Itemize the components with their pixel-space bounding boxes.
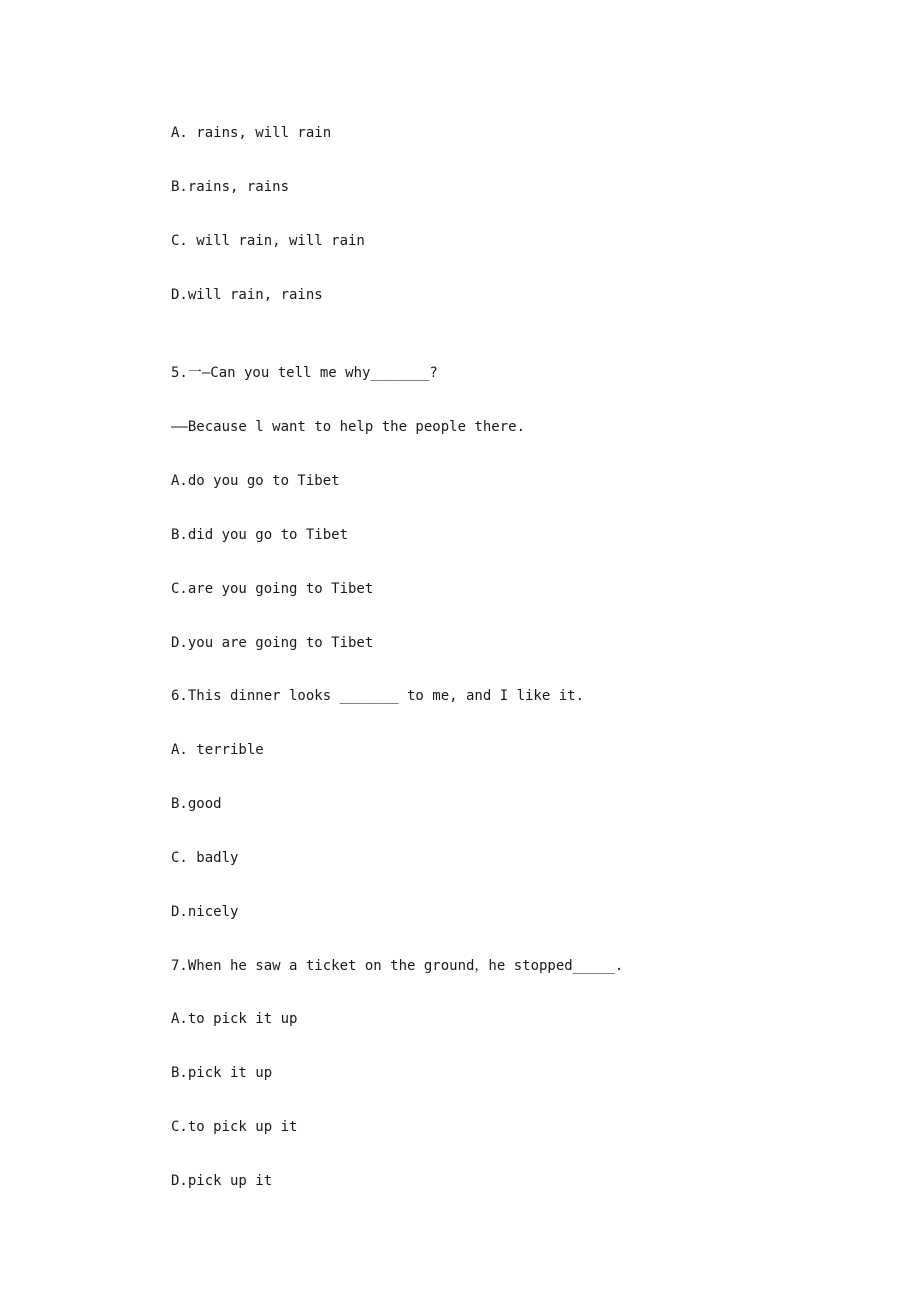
q5-option-b: B.did you go to Tibet: [171, 527, 349, 543]
q7-option-b: B.pick it up: [171, 1065, 273, 1081]
q6-prompt: 6.This dinner looks _______ to me, and I like it.: [171, 688, 585, 704]
q5-option-d: D.you are going to Tibet: [171, 635, 374, 651]
q7-prompt: 7.When he saw a ticket on the ground，he stopped_____.: [171, 958, 624, 974]
q6-option-c: C. badly: [171, 850, 239, 866]
q4-option-b: B.rains, rains: [171, 179, 290, 195]
q6-option-a: A. terrible: [171, 742, 264, 758]
q4-option-d: D.will rain, rains: [171, 287, 323, 303]
q5-option-a: A.do you go to Tibet: [171, 473, 340, 489]
q6-option-d: D.nicely: [171, 904, 239, 920]
q7-option-d: D.pick up it: [171, 1173, 273, 1189]
q7-option-c: C.to pick up it: [171, 1119, 298, 1135]
q5-option-c: C.are you going to Tibet: [171, 581, 374, 597]
q5-prompt: 5.一—Can you tell me why_______?: [171, 365, 438, 381]
q6-option-b: B.good: [171, 796, 222, 812]
q4-option-c: C. will rain, will rain: [171, 233, 365, 249]
q5-prompt-answer: ——Because l want to help the people there.: [171, 419, 526, 435]
q4-option-a: A. rains, will rain: [171, 125, 332, 141]
q7-option-a: A.to pick it up: [171, 1011, 298, 1027]
